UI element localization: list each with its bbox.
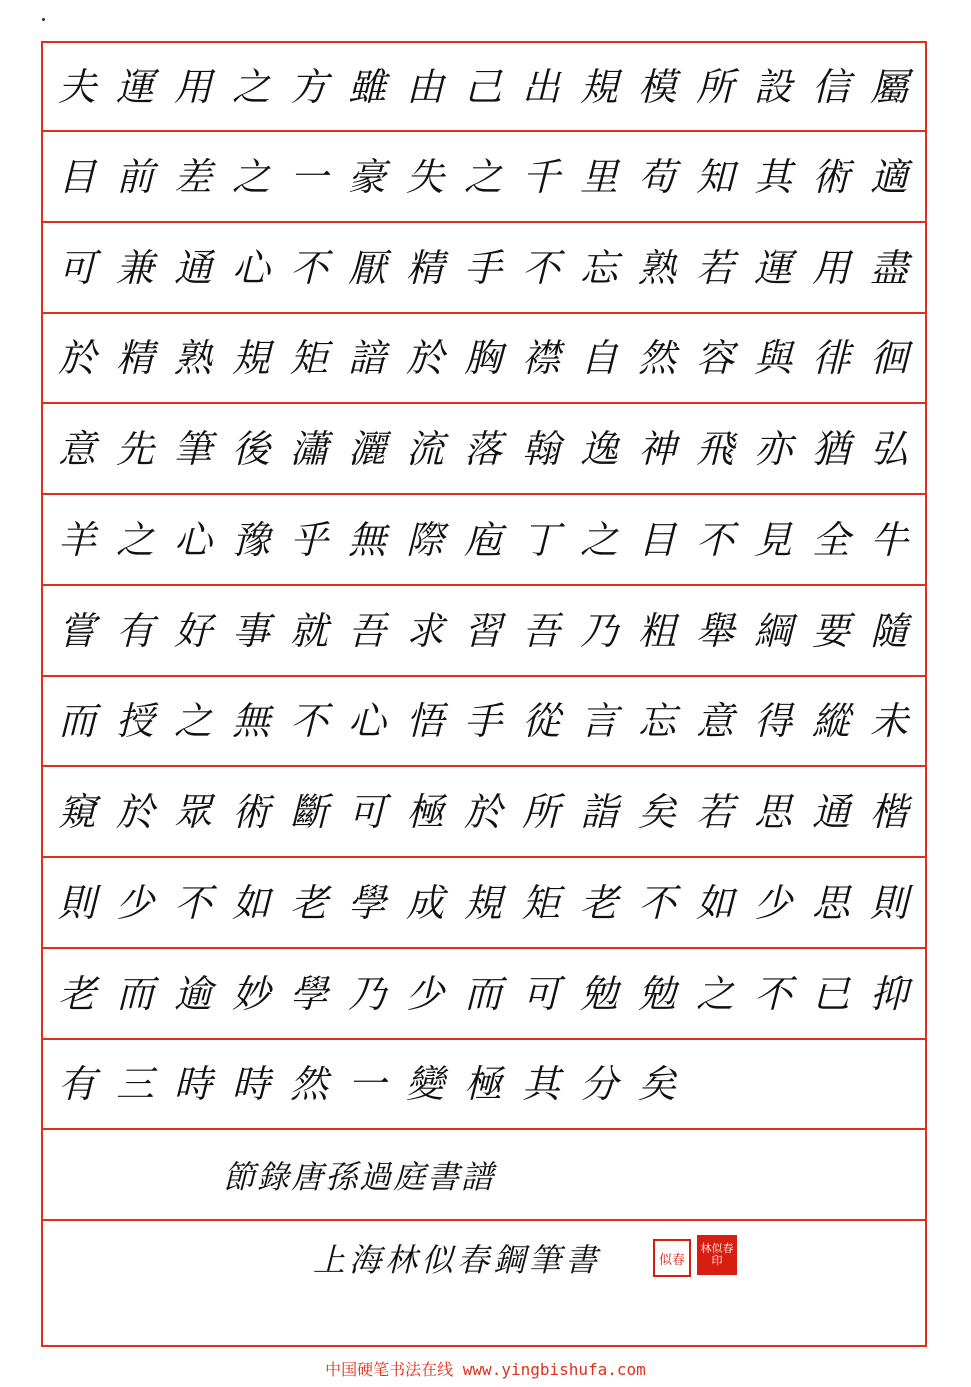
calligraphy-character: 老 bbox=[579, 880, 618, 925]
calligraphy-character: 不 bbox=[173, 880, 212, 925]
calligraphy-character: 其 bbox=[753, 154, 792, 199]
seal-stamp-small: 似春 bbox=[653, 1239, 691, 1277]
text-row bbox=[43, 404, 925, 495]
text-row bbox=[43, 132, 925, 223]
ink-dot bbox=[42, 18, 45, 21]
calligraphy-character: 少 bbox=[753, 880, 792, 925]
text-row bbox=[43, 314, 925, 404]
calligraphy-character: 妙 bbox=[231, 971, 270, 1016]
calligraphy-character: 少 bbox=[115, 880, 154, 925]
calligraphy-character: 然 bbox=[637, 336, 676, 380]
calligraphy-character: 老 bbox=[289, 880, 328, 925]
calligraphy-character: 事 bbox=[231, 608, 270, 653]
calligraphy-character: 之 bbox=[463, 154, 502, 199]
seal-stamp-large: 林似春印 bbox=[697, 1235, 737, 1275]
calligraphy-character: 若 bbox=[695, 789, 734, 834]
calligraphy-character: 由 bbox=[405, 64, 444, 109]
calligraphy-character: 隨 bbox=[869, 608, 908, 653]
calligraphy-character: 其 bbox=[521, 1062, 560, 1106]
calligraphy-character: 後 bbox=[231, 426, 270, 471]
calligraphy-character: 丁 bbox=[521, 517, 560, 562]
calligraphy-character: 可 bbox=[347, 789, 386, 834]
calligraphy-character: 求 bbox=[405, 608, 444, 653]
calligraphy-character: 不 bbox=[289, 245, 328, 290]
calligraphy-character: 縱 bbox=[811, 699, 850, 743]
text-row bbox=[43, 677, 925, 767]
calligraphy-character: 規 bbox=[231, 336, 270, 380]
calligraphy-character: 己 bbox=[463, 64, 502, 109]
calligraphy-character: 楷 bbox=[869, 789, 908, 834]
calligraphy-character: 精 bbox=[405, 245, 444, 290]
calligraphy-character: 與 bbox=[753, 336, 792, 380]
calligraphy-character: 之 bbox=[115, 517, 154, 562]
calligraphy-character: 得 bbox=[753, 699, 792, 743]
calligraphy-character: 言 bbox=[579, 699, 618, 743]
calligraphy-character: 授 bbox=[115, 699, 154, 743]
calligraphy-character: 如 bbox=[231, 880, 270, 925]
calligraphy-character: 通 bbox=[811, 789, 850, 834]
calligraphy-character: 術 bbox=[811, 154, 850, 199]
calligraphy-character: 所 bbox=[695, 64, 734, 109]
calligraphy-character: 綱 bbox=[753, 608, 792, 653]
calligraphy-character: 用 bbox=[173, 64, 212, 109]
calligraphy-character: 之 bbox=[695, 971, 734, 1016]
calligraphy-character: 不 bbox=[695, 517, 734, 562]
calligraphy-character: 雖 bbox=[347, 64, 386, 109]
calligraphy-character: 好 bbox=[173, 608, 212, 653]
calligraphy-character: 設 bbox=[753, 64, 792, 109]
calligraphy-character: 之 bbox=[579, 517, 618, 562]
calligraphy-character: 粗 bbox=[637, 608, 676, 653]
calligraphy-character: 規 bbox=[579, 64, 618, 109]
calligraphy-character: 極 bbox=[405, 789, 444, 834]
calligraphy-character: 乃 bbox=[579, 608, 618, 653]
calligraphy-character: 忘 bbox=[579, 245, 618, 290]
calligraphy-character: 庖 bbox=[463, 517, 502, 562]
calligraphy-character: 矩 bbox=[521, 880, 560, 925]
calligraphy-character: 運 bbox=[115, 64, 154, 109]
calligraphy-character: 有 bbox=[57, 1062, 96, 1106]
calligraphy-character: 用 bbox=[811, 245, 850, 290]
calligraphy-character: 心 bbox=[173, 517, 212, 562]
calligraphy-character: 未 bbox=[869, 699, 908, 743]
calligraphy-character: 心 bbox=[347, 699, 386, 743]
calligraphy-character: 豪 bbox=[347, 154, 386, 199]
calligraphy-character: 如 bbox=[695, 880, 734, 925]
calligraphy-character: 一 bbox=[347, 1062, 386, 1106]
calligraphy-character: 羊 bbox=[57, 517, 96, 562]
calligraphy-character: 可 bbox=[57, 245, 96, 290]
calligraphy-character: 思 bbox=[753, 789, 792, 834]
calligraphy-character: 然 bbox=[289, 1062, 328, 1106]
text-row bbox=[43, 223, 925, 314]
calligraphy-character: 容 bbox=[695, 336, 734, 380]
calligraphy-character: 所 bbox=[521, 789, 560, 834]
calligraphy-character: 模 bbox=[637, 64, 676, 109]
calligraphy-character: 豫 bbox=[231, 517, 270, 562]
calligraphy-character: 眾 bbox=[173, 789, 212, 834]
calligraphy-character: 而 bbox=[463, 971, 502, 1016]
text-row bbox=[43, 858, 925, 949]
calligraphy-character: 出 bbox=[521, 64, 560, 109]
calligraphy-character: 老 bbox=[57, 971, 96, 1016]
text-row bbox=[43, 767, 925, 858]
calligraphy-character: 自 bbox=[579, 336, 618, 380]
calligraphy-character: 三 bbox=[115, 1062, 154, 1106]
calligraphy-character: 勉 bbox=[579, 971, 618, 1016]
calligraphy-character: 勉 bbox=[637, 971, 676, 1016]
calligraphy-character: 目 bbox=[57, 154, 96, 199]
calligraphy-character: 先 bbox=[115, 426, 154, 471]
calligraphy-character: 則 bbox=[57, 880, 96, 925]
calligraphy-character: 矩 bbox=[289, 336, 328, 380]
calligraphy-character: 無 bbox=[347, 517, 386, 562]
calligraphy-character: 精 bbox=[115, 336, 154, 380]
calligraphy-character: 意 bbox=[695, 699, 734, 743]
calligraphy-character: 於 bbox=[405, 336, 444, 380]
signature-row bbox=[43, 1221, 925, 1345]
author-signature: 上海林似春鋼筆書 bbox=[313, 1241, 602, 1279]
calligraphy-character: 學 bbox=[289, 971, 328, 1016]
calligraphy-character: 已 bbox=[811, 971, 850, 1016]
calligraphy-character: 變 bbox=[405, 1062, 444, 1106]
calligraphy-character: 翰 bbox=[521, 426, 560, 471]
calligraphy-character: 差 bbox=[173, 154, 212, 199]
calligraphy-character: 心 bbox=[231, 245, 270, 290]
calligraphy-character: 千 bbox=[521, 154, 560, 199]
calligraphy-character: 之 bbox=[173, 699, 212, 743]
calligraphy-character: 窺 bbox=[57, 789, 96, 834]
calligraphy-character: 就 bbox=[289, 608, 328, 653]
calligraphy-character: 有 bbox=[115, 608, 154, 653]
calligraphy-character: 學 bbox=[347, 880, 386, 925]
calligraphy-character: 不 bbox=[521, 245, 560, 290]
calligraphy-character: 從 bbox=[521, 699, 560, 743]
calligraphy-character: 斷 bbox=[289, 789, 328, 834]
calligraphy-character: 無 bbox=[231, 699, 270, 743]
calligraphy-character: 時 bbox=[231, 1062, 270, 1106]
text-row bbox=[43, 949, 925, 1040]
calligraphy-character: 於 bbox=[115, 789, 154, 834]
calligraphy-character: 術 bbox=[231, 789, 270, 834]
calligraphy-character: 苟 bbox=[637, 154, 676, 199]
calligraphy-character: 一 bbox=[289, 154, 328, 199]
calligraphy-character: 若 bbox=[695, 245, 734, 290]
calligraphy-character: 猶 bbox=[811, 426, 850, 471]
calligraphy-character: 前 bbox=[115, 154, 154, 199]
calligraphy-sheet bbox=[41, 41, 927, 1347]
calligraphy-character: 見 bbox=[753, 517, 792, 562]
calligraphy-character: 於 bbox=[57, 336, 96, 380]
text-row bbox=[43, 43, 925, 132]
calligraphy-character: 習 bbox=[463, 608, 502, 653]
calligraphy-character: 逾 bbox=[173, 971, 212, 1016]
calligraphy-character: 亦 bbox=[753, 426, 792, 471]
calligraphy-character: 流 bbox=[405, 426, 444, 471]
text-row bbox=[43, 495, 925, 586]
calligraphy-character: 夫 bbox=[57, 64, 96, 109]
calligraphy-character: 分 bbox=[579, 1062, 618, 1106]
calligraphy-character: 吾 bbox=[347, 608, 386, 653]
calligraphy-character: 筆 bbox=[173, 426, 212, 471]
calligraphy-character: 吾 bbox=[521, 608, 560, 653]
calligraphy-character: 里 bbox=[579, 154, 618, 199]
calligraphy-character: 屬 bbox=[869, 64, 908, 109]
calligraphy-character: 弘 bbox=[869, 426, 908, 471]
calligraphy-character: 時 bbox=[173, 1062, 212, 1106]
calligraphy-character: 方 bbox=[289, 64, 328, 109]
calligraphy-character: 襟 bbox=[521, 336, 560, 380]
website-footer: 中国硬笔书法在线 www.yingbishufa.com bbox=[325, 1360, 646, 1379]
calligraphy-character: 適 bbox=[869, 154, 908, 199]
calligraphy-character: 知 bbox=[695, 154, 734, 199]
calligraphy-character: 不 bbox=[753, 971, 792, 1016]
calligraphy-character: 不 bbox=[637, 880, 676, 925]
calligraphy-character: 通 bbox=[173, 245, 212, 290]
calligraphy-character: 胸 bbox=[463, 336, 502, 380]
calligraphy-character: 手 bbox=[463, 245, 502, 290]
calligraphy-character: 信 bbox=[811, 64, 850, 109]
calligraphy-character: 思 bbox=[811, 880, 850, 925]
calligraphy-character: 矣 bbox=[637, 789, 676, 834]
calligraphy-character: 可 bbox=[521, 971, 560, 1016]
calligraphy-character: 灑 bbox=[347, 426, 386, 471]
calligraphy-character: 抑 bbox=[869, 971, 908, 1016]
calligraphy-character: 熟 bbox=[637, 245, 676, 290]
calligraphy-character: 不 bbox=[289, 699, 328, 743]
calligraphy-character: 手 bbox=[463, 699, 502, 743]
calligraphy-character: 極 bbox=[463, 1062, 502, 1106]
calligraphy-character: 意 bbox=[57, 426, 96, 471]
calligraphy-character: 悟 bbox=[405, 699, 444, 743]
calligraphy-character: 運 bbox=[753, 245, 792, 290]
attribution-text: 節錄唐孫過庭書譜 bbox=[223, 1157, 496, 1196]
calligraphy-character: 則 bbox=[869, 880, 908, 925]
calligraphy-character: 厭 bbox=[347, 245, 386, 290]
calligraphy-character: 瀟 bbox=[289, 426, 328, 471]
calligraphy-character: 之 bbox=[231, 154, 270, 199]
calligraphy-character: 熟 bbox=[173, 336, 212, 380]
attribution-row bbox=[43, 1130, 925, 1221]
calligraphy-character: 少 bbox=[405, 971, 444, 1016]
calligraphy-character: 舉 bbox=[695, 608, 734, 653]
calligraphy-character: 矣 bbox=[637, 1062, 676, 1106]
calligraphy-character: 而 bbox=[57, 699, 96, 743]
calligraphy-character: 落 bbox=[463, 426, 502, 471]
calligraphy-character: 忘 bbox=[637, 699, 676, 743]
calligraphy-character: 際 bbox=[405, 517, 444, 562]
calligraphy-character: 諳 bbox=[347, 336, 386, 380]
calligraphy-character: 規 bbox=[463, 880, 502, 925]
text-row bbox=[43, 1040, 925, 1130]
calligraphy-character: 神 bbox=[637, 426, 676, 471]
calligraphy-character: 逸 bbox=[579, 426, 618, 471]
calligraphy-character: 而 bbox=[115, 971, 154, 1016]
calligraphy-character: 詣 bbox=[579, 789, 618, 834]
text-row bbox=[43, 586, 925, 677]
calligraphy-character: 徘 bbox=[811, 336, 850, 380]
calligraphy-character: 盡 bbox=[869, 245, 908, 290]
calligraphy-character: 乃 bbox=[347, 971, 386, 1016]
calligraphy-character: 之 bbox=[231, 64, 270, 109]
calligraphy-character: 全 bbox=[811, 517, 850, 562]
calligraphy-character: 飛 bbox=[695, 426, 734, 471]
calligraphy-character: 乎 bbox=[289, 517, 328, 562]
calligraphy-character: 兼 bbox=[115, 245, 154, 290]
calligraphy-character: 失 bbox=[405, 154, 444, 199]
calligraphy-character: 目 bbox=[637, 517, 676, 562]
calligraphy-character: 牛 bbox=[869, 517, 908, 562]
calligraphy-character: 徊 bbox=[869, 336, 908, 380]
calligraphy-character: 要 bbox=[811, 608, 850, 653]
calligraphy-character: 成 bbox=[405, 880, 444, 925]
calligraphy-character: 於 bbox=[463, 789, 502, 834]
calligraphy-character: 嘗 bbox=[57, 608, 96, 653]
